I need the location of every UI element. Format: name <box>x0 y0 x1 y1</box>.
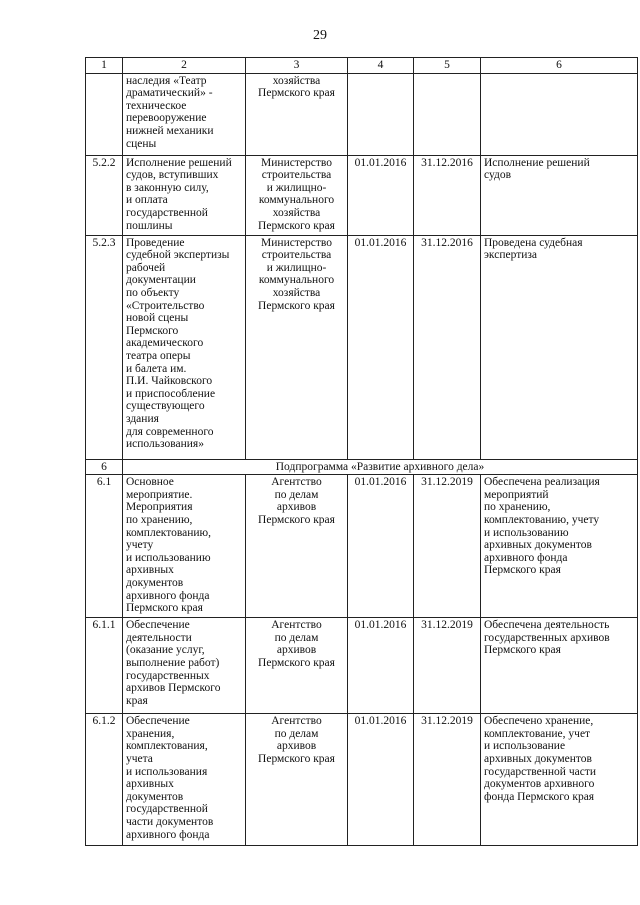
measure-name-cell: Проведение судебной экспертизы рабочей документации по объекту «Строительство новой сцены Пермского академического театра оперы и балета им. П.И. Чайковского и приспособление существующего здания для современного использования» <box>123 235 246 459</box>
end-date-cell: 31.12.2019 <box>414 618 481 714</box>
table-body <box>86 58 638 846</box>
start-date-cell: 01.01.2016 <box>348 475 414 618</box>
subprogram-number: 6 <box>86 459 123 475</box>
column-header-2: 2 <box>123 58 246 74</box>
column-header-5: 5 <box>414 58 481 74</box>
item-number-cell: 5.2.3 <box>86 235 123 459</box>
item-number-cell: 6.1.1 <box>86 618 123 714</box>
end-date-cell: 31.12.2019 <box>414 714 481 846</box>
item-number-cell: 6.1.2 <box>86 714 123 846</box>
column-header-1: 1 <box>86 58 123 74</box>
executor-cell: хозяйства Пермского края <box>246 73 348 155</box>
end-date-cell: 31.12.2019 <box>414 475 481 618</box>
end-date-cell: 31.12.2016 <box>414 235 481 459</box>
table-row <box>86 714 638 846</box>
table-row <box>86 73 638 155</box>
result-cell: Обеспечена реализация мероприятий по хранению, комплектованию, учету и использованию архивных документов архивного фонда Пермского края <box>481 475 638 618</box>
measures-table <box>85 57 638 846</box>
column-header-6: 6 <box>481 58 638 74</box>
executor-cell: Агентство по делам архивов Пермского края <box>246 475 348 618</box>
start-date-cell <box>348 73 414 155</box>
start-date-cell: 01.01.2016 <box>348 155 414 235</box>
result-cell: Обеспечено хранение, комплектование, учет и использование архивных документов государственной части документов архивного фонда Пермского края <box>481 714 638 846</box>
column-header-3: 3 <box>246 58 348 74</box>
executor-cell: Министерство строительства и жилищно- коммунального хозяйства Пермского края <box>246 155 348 235</box>
page-number: 29 <box>313 28 327 43</box>
item-number-cell: 6.1 <box>86 475 123 618</box>
column-header-4: 4 <box>348 58 414 74</box>
header-row <box>86 58 638 74</box>
start-date-cell: 01.01.2016 <box>348 235 414 459</box>
subprogram-title: Подпрограмма «Развитие архивного дела» <box>123 459 638 475</box>
start-date-cell: 01.01.2016 <box>348 618 414 714</box>
executor-cell: Агентство по делам архивов Пермского края <box>246 618 348 714</box>
result-cell <box>481 73 638 155</box>
result-cell: Обеспечена деятельность государственных архивов Пермского края <box>481 618 638 714</box>
measure-name-cell: Основное мероприятие. Мероприятия по хранению, комплектованию, учету и использованию архивных документов архивного фонда Пермского края <box>123 475 246 618</box>
measure-name-cell: Обеспечение хранения, комплектования, учета и использования архивных документов государственной части документов архивного фонда <box>123 714 246 846</box>
table-row <box>86 475 638 618</box>
measure-name-cell: Обеспечение деятельности (оказание услуг, выполнение работ) государственных архивов Пермского края <box>123 618 246 714</box>
subprogram-row <box>86 459 638 475</box>
result-cell: Проведена судебная экспертиза <box>481 235 638 459</box>
executor-cell: Агентство по делам архивов Пермского края <box>246 714 348 846</box>
table-row <box>86 155 638 235</box>
item-number-cell: 5.2.2 <box>86 155 123 235</box>
end-date-cell <box>414 73 481 155</box>
result-cell: Исполнение решений судов <box>481 155 638 235</box>
table-row <box>86 618 638 714</box>
executor-cell: Министерство строительства и жилищно- коммунального хозяйства Пермского края <box>246 235 348 459</box>
measure-name-cell: наследия «Театр драматический» - техническое перевооружение нижней механики сцены <box>123 73 246 155</box>
measure-name-cell: Исполнение решений судов, вступивших в законную силу, и оплата государственной пошлины <box>123 155 246 235</box>
start-date-cell: 01.01.2016 <box>348 714 414 846</box>
table-row <box>86 235 638 459</box>
end-date-cell: 31.12.2016 <box>414 155 481 235</box>
item-number-cell <box>86 73 123 155</box>
